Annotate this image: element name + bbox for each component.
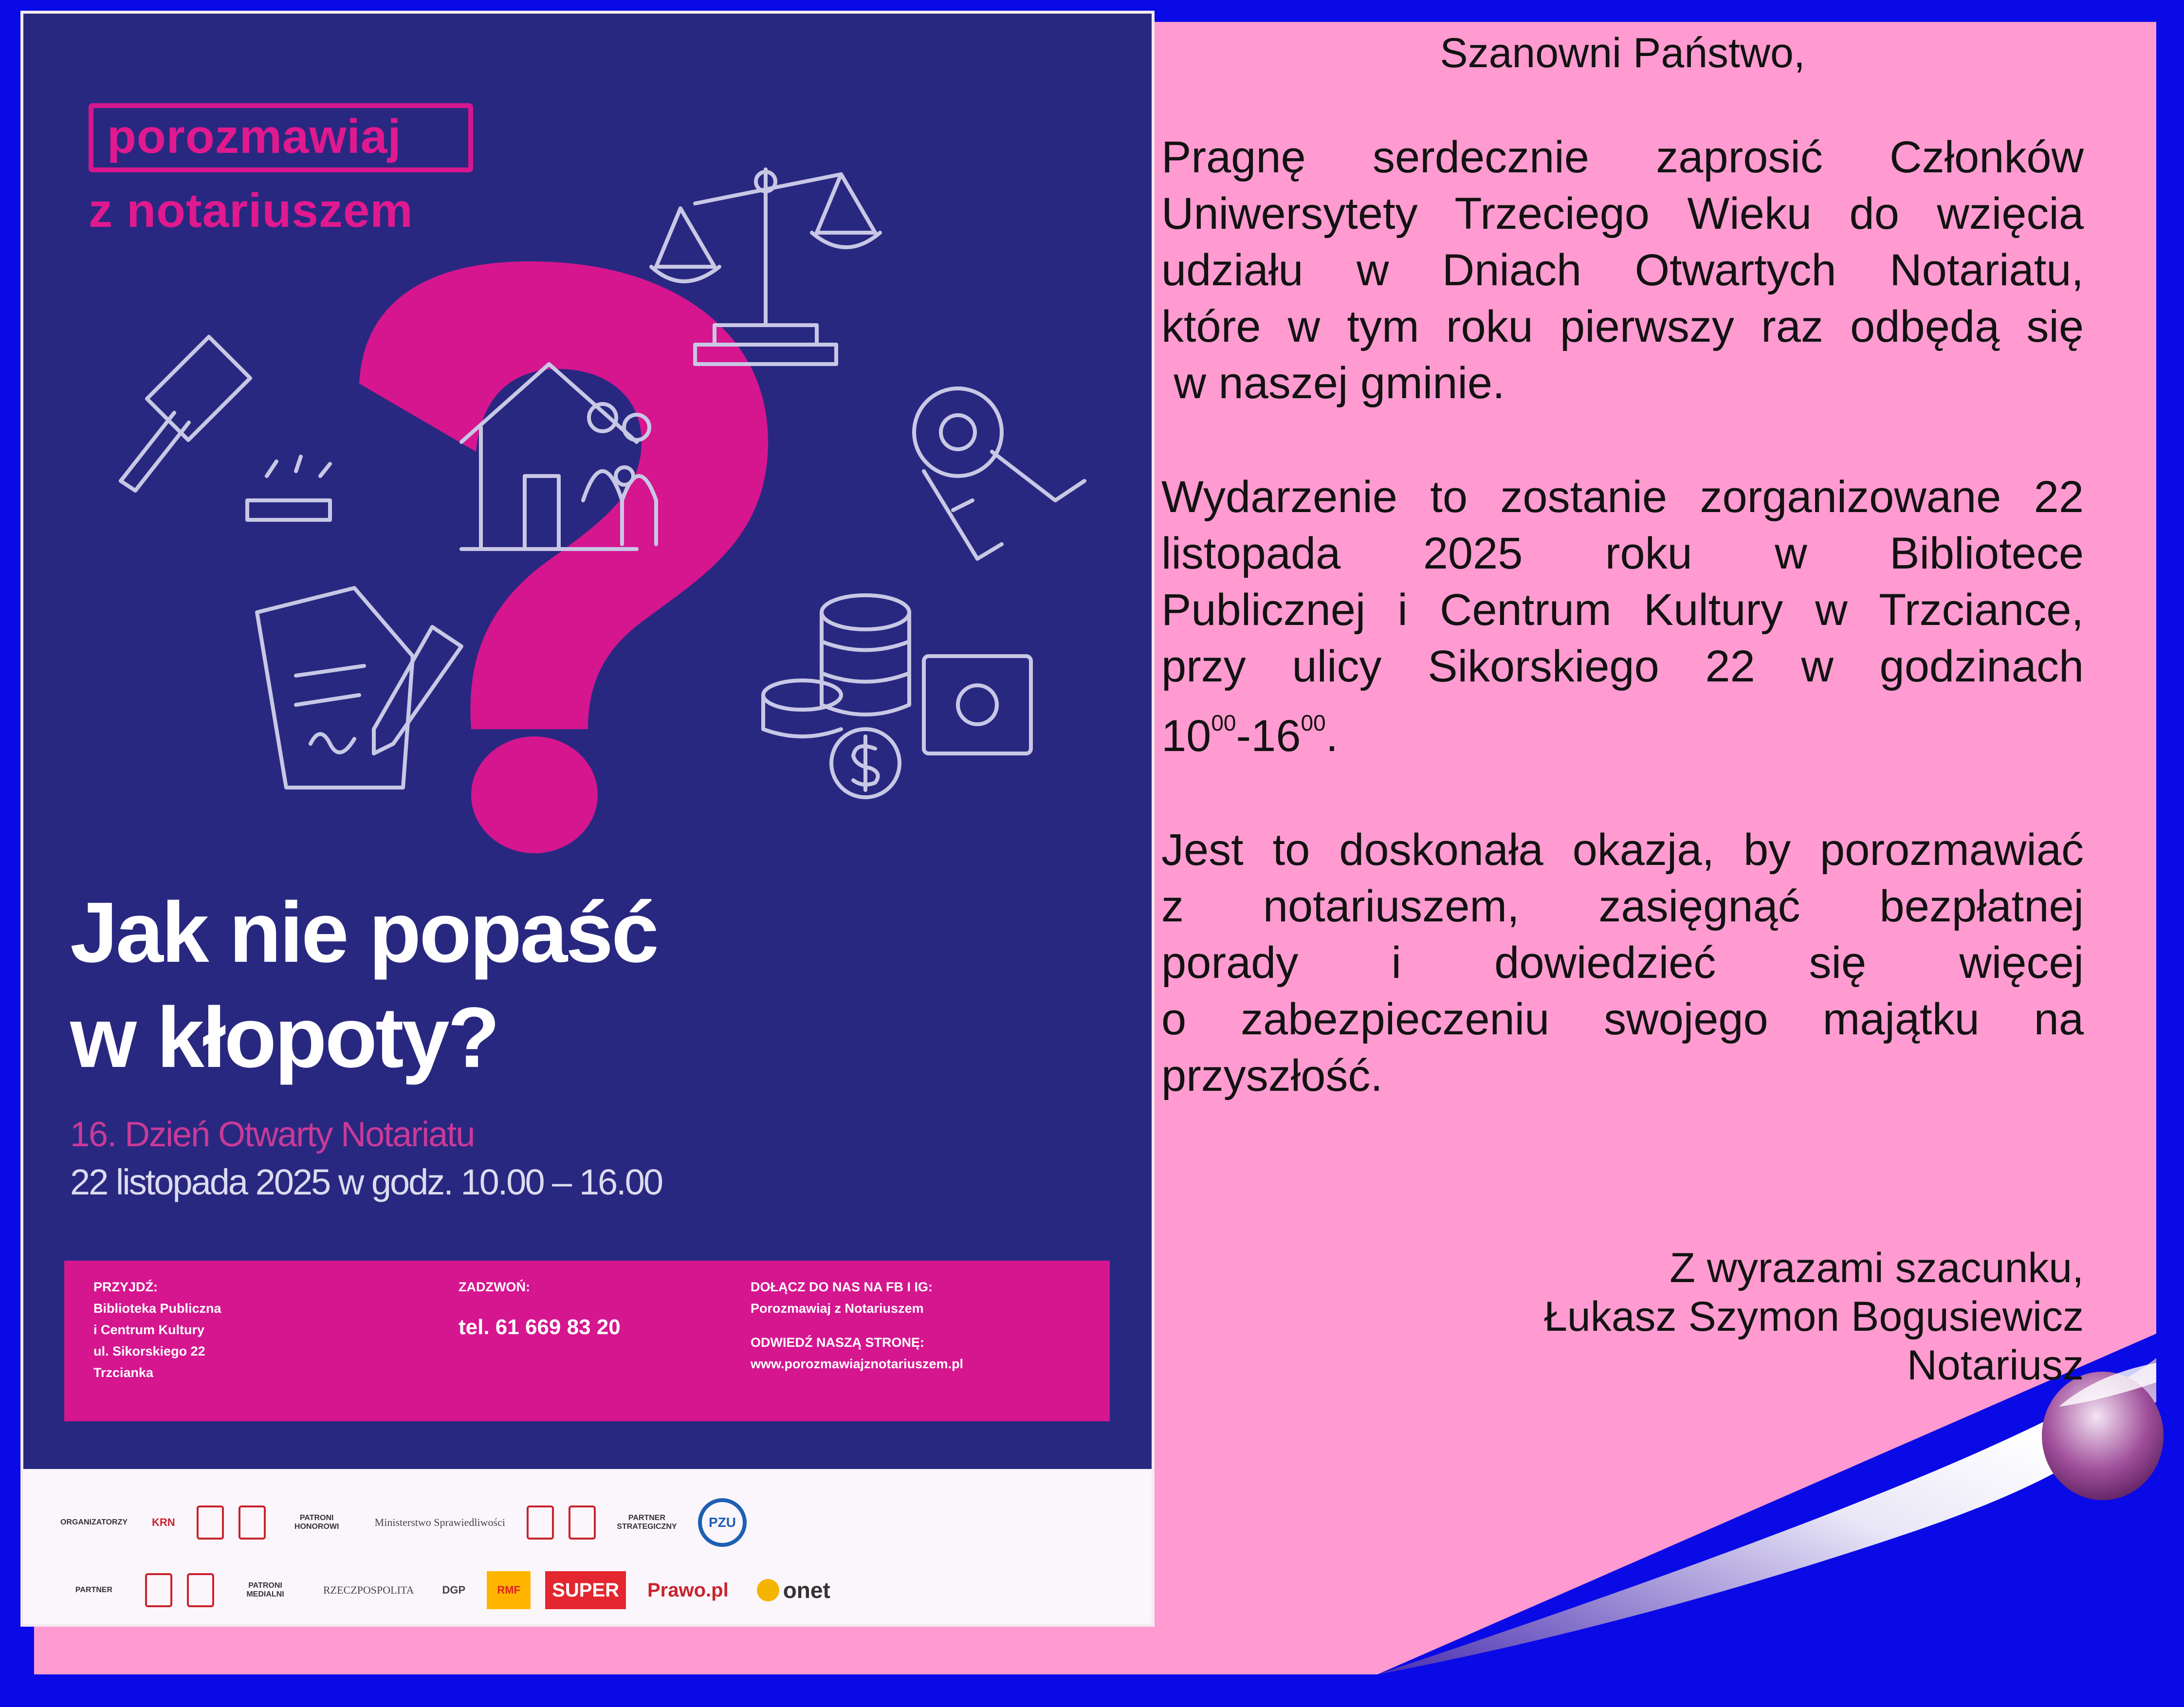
time-end: . [1325, 711, 1339, 761]
para2-time [1161, 695, 2084, 764]
paragraph-1 [1161, 129, 2084, 411]
emblem-icon [187, 1573, 214, 1607]
poster-headline [70, 880, 657, 1090]
greeting: Szanowni Państwo, [1440, 30, 1805, 76]
sponsor-logos [23, 1469, 1152, 1627]
web-value: www.porozmawiajznotariuszem.pl [751, 1357, 964, 1371]
document-icon [257, 588, 461, 788]
dgp-logo: DGP [442, 1584, 466, 1596]
para1-line: udziału w Dniach Otwartych Notariatu, [1161, 245, 2084, 295]
para2-line: listopada 2025 roku w Bibliotece [1161, 529, 2084, 578]
time-start: 10 [1161, 711, 1211, 761]
media-label: PATRONI MEDIALNI [246, 1581, 284, 1598]
gavel-icon [121, 337, 330, 520]
krn-logo: KRN [152, 1516, 175, 1528]
call-phone: tel. 61 669 83 20 [459, 1315, 621, 1339]
headline-line2: w kłopoty? [70, 990, 498, 1085]
ministry-logo: Ministerstwo Sprawiedliwości [374, 1516, 505, 1528]
signer-title: Notariusz [1907, 1342, 2084, 1389]
info-visit [93, 1276, 415, 1383]
rzeczpospolita-logo: RZECZPOSPOLITA [323, 1584, 414, 1596]
web-header: ODWIEDŹ NASZĄ STRONĘ: [751, 1335, 924, 1350]
time-dash: -16 [1236, 711, 1301, 761]
rmf-logo: RMF [487, 1571, 531, 1609]
visit-line: ul. Sikorskiego 22 [93, 1344, 205, 1358]
logo-row-1 [57, 1498, 747, 1547]
para3-last: przyszłość. [1161, 1051, 1383, 1101]
para1-line: Pragnę serdecznie zaprosić Członków [1161, 132, 2084, 182]
super-logo: SUPER [545, 1571, 626, 1609]
key-icon [914, 388, 1084, 559]
para2-line: Wydarzenie to zostanie zorganizowane 22 [1161, 472, 2084, 522]
para1-line: które w tym roku pierwszy raz odbędą się [1161, 302, 2084, 351]
para2-line: Publicznej i Centrum Kultury w Trzciance, [1161, 585, 2084, 635]
headline-line1: Jak nie popaść [70, 885, 657, 980]
signature-block [1161, 1244, 2084, 1390]
info-bar [64, 1261, 1110, 1421]
event-name: 16. Dzień Otwarty Notariatu [70, 1115, 475, 1154]
brand-line1: porozmawiaj [107, 110, 402, 163]
para1-last: w naszej gminie. [1161, 358, 1505, 408]
paragraph-2 [1161, 469, 2084, 764]
para3-line: porady i dowiedzieć się więcej [1161, 938, 2084, 988]
emblem-icon [145, 1573, 172, 1607]
social-value: Porozmawiaj z Notariuszem [751, 1301, 924, 1316]
onet-text: onet [783, 1578, 830, 1603]
time-end-minutes: 00 [1301, 710, 1326, 735]
letter-body [1161, 29, 2084, 1104]
partners-label: PARTNER [75, 1586, 113, 1594]
visit-header: PRZYJDŹ: [93, 1280, 158, 1294]
para2-line: przy ulicy Sikorskiego 22 w godzinach [1161, 642, 2084, 691]
banknote-icon [924, 656, 1031, 753]
emblem-icon [197, 1505, 224, 1540]
para3-line: Jest to doskonała okazja, by porozmawiać [1161, 825, 2084, 875]
coins-icon [763, 595, 909, 797]
onet-dot-icon [757, 1579, 779, 1601]
strategic-label: PARTNER STRATEGICZNY [617, 1514, 677, 1531]
visit-line: i Centrum Kultury [93, 1322, 205, 1337]
signer-name: Łukasz Szymon Bogusiewicz [1544, 1293, 2084, 1340]
question-mark-icon [359, 261, 768, 853]
info-call [459, 1276, 731, 1344]
logo-row-2 [57, 1571, 837, 1609]
organizers-label: ORGANIZATORZY [60, 1518, 128, 1526]
event-poster [20, 11, 1155, 1627]
social-header: DOŁĄCZ DO NAS NA FB I IG: [751, 1280, 933, 1294]
pzu-logo: PZU [698, 1498, 747, 1547]
onet-logo [750, 1571, 837, 1609]
para3-line: z notariuszem, zasięgnąć bezpłatnej [1161, 881, 2084, 931]
poster-illustration [23, 14, 1155, 987]
para1-line: Uniwersytety Trzeciego Wieku do wzięcia [1161, 189, 2084, 239]
patrons-label: PATRONI HONOROWI [294, 1514, 339, 1531]
prawo-logo: Prawo.pl [647, 1579, 729, 1601]
visit-line: Biblioteka Publiczna [93, 1301, 221, 1316]
emblem-icon [569, 1505, 596, 1540]
call-header: ZADZWOŃ: [459, 1280, 530, 1294]
brand-line2: z notariuszem [89, 184, 413, 237]
emblem-icon [239, 1505, 266, 1540]
para3-line: o zabezpieczeniu swojego majątku na [1161, 994, 2084, 1044]
closing: Z wyrazami szacunku, [1670, 1245, 2084, 1291]
paragraph-3 [1161, 822, 2084, 1104]
time-start-minutes: 00 [1211, 710, 1236, 735]
visit-line: Trzcianka [93, 1365, 154, 1380]
event-date: 22 listopada 2025 w godz. 10.00 – 16.00 [70, 1162, 662, 1202]
emblem-icon [527, 1505, 554, 1540]
info-social [751, 1276, 1101, 1375]
